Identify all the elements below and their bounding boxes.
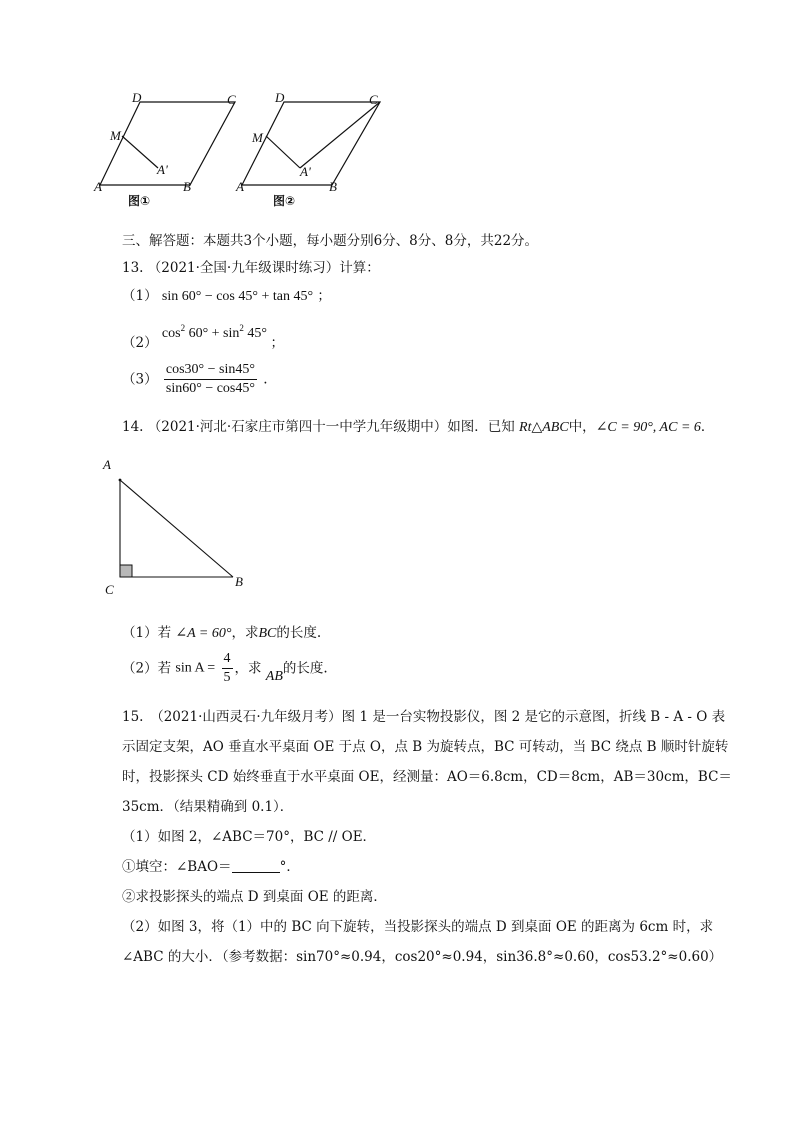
label-C: C — [105, 582, 114, 597]
q14-p2-condition: sin A = — [175, 660, 216, 676]
label-A: A — [236, 179, 244, 194]
q15-line-3: 时，投影探头 CD 始终垂直于水平桌面 OE，经测量：AO＝6.8cm，CD＝8cm，AB＝30cm，BC＝ — [122, 769, 732, 785]
q14-p2-label: （2）若 — [122, 660, 172, 677]
label-B: B — [329, 179, 337, 194]
label-D: D — [275, 90, 285, 105]
q14-p2-variable: AB — [265, 669, 283, 684]
q15-answer-blank — [232, 858, 280, 873]
q14-p1-tail: 的长度. — [276, 625, 322, 641]
q15-fill-prompt: ①填空：∠BAO＝ — [122, 859, 232, 875]
q13-p3-label: （3） — [122, 371, 158, 388]
q13-p2-expression: $\cos^2 60^\circ + \sin^2 45^\circ$ — [161, 323, 268, 341]
q14-source: （2021·河北·石家庄市第四十一中学九年级期中）如图．已知 — [147, 419, 515, 435]
label-B: B — [183, 179, 191, 194]
q15-line-4: 35cm．（结果精确到 0.1）． — [122, 799, 294, 815]
q14-p2-denominator: 5 — [223, 670, 231, 685]
q14-number: 14. — [122, 419, 144, 435]
section-3-heading: 三、解答题：本题共3个小题，每小题分别6分、8分、8分，共22分。 — [122, 233, 539, 249]
q14-p1-label: （1）若 — [122, 625, 172, 641]
q13-p3-denominator: sin60° − cos45° — [165, 381, 255, 396]
q13-p2-tail: ； — [270, 335, 285, 351]
q13-p1-expression: sin 60° − cos 45° + tan 45° — [161, 289, 314, 304]
q13-source: （2021·全国·九年级课时练习）计算： — [147, 260, 380, 276]
figure-1-caption: 图① — [128, 194, 151, 208]
label-B: B — [235, 574, 243, 589]
q15-line-5: （1）如图 2，∠ABC＝70°，BC // OE． — [122, 829, 377, 845]
q14-condition: ∠C = 90°, AC = 6 — [595, 420, 701, 435]
label-C: C — [369, 92, 378, 107]
q14-end: ． — [700, 419, 715, 435]
parallelogram-figure-2 — [232, 90, 432, 210]
label-D: D — [132, 90, 142, 105]
q15-fill-unit: °． — [279, 859, 300, 875]
q15-line-6 — [122, 857, 300, 877]
label-M: M — [252, 130, 263, 145]
q14-p2-mid: ，求 — [234, 660, 262, 677]
q14-part-2 — [122, 650, 328, 687]
label-A: A — [103, 457, 111, 472]
q14-header — [122, 417, 714, 438]
q14-p1-condition: ∠A = 60° — [175, 626, 232, 641]
q14-p1-variable: BC — [258, 626, 277, 641]
q13-number: 13. — [122, 260, 144, 276]
q14-mid: 中， — [568, 419, 596, 435]
q14-p1-mid: ，求 — [231, 625, 259, 641]
q15-line-8: （2）如图 3，将（1）中的 BC 向下旋转，当投影探头的端点 D 到桌面 OE 的距离为 6cm 时，求 — [122, 919, 714, 935]
q13-p3-tail: . — [263, 371, 268, 388]
q13-p1-tail: ； — [317, 288, 331, 304]
q14-p2-numerator: 4 — [222, 650, 233, 669]
q13-part-3 — [122, 361, 268, 398]
q13-part-2 — [122, 318, 285, 351]
q15-line-1: 15. （2021·山西灵石·九年级月考）图 1 是一台实物投影仪，图 2 是它的示意图，折线 B - A - O 表 — [122, 709, 726, 725]
figure-2-caption: 图② — [273, 194, 296, 208]
label-A: A — [94, 179, 102, 194]
q13-part-1 — [122, 286, 331, 307]
q15-line-9: ∠ABC 的大小．（参考数据：sin70°≈0.94，cos20°≈0.94，sin36.8°≈0.60，cos53.2°≈0.60） — [122, 949, 723, 965]
right-triangle-figure — [100, 455, 260, 600]
q15-line-7: ②求投影探头的端点 D 到桌面 OE 的距离． — [122, 889, 387, 905]
q14-p2-fraction — [222, 650, 233, 687]
q13-p3-fraction — [164, 361, 257, 398]
label-A-prime: A' — [300, 164, 311, 179]
label-A-prime: A' — [157, 162, 168, 177]
q13-header — [122, 258, 380, 278]
label-M: M — [110, 128, 121, 143]
q13-p1-label: （1） — [122, 288, 158, 304]
q13-p3-numerator: cos30° − sin45° — [164, 361, 257, 380]
q14-p2-tail: 的长度. — [282, 660, 328, 677]
q13-p2-label: （2） — [122, 335, 158, 351]
q14-part-1 — [122, 623, 321, 644]
q14-triangle: Rt△ABC — [519, 420, 569, 435]
q15-line-2: 示固定支架，AO 垂直水平桌面 OE 于点 O，点 B 为旋转点，BC 可转动，当 BC 绕点 B 顺时针旋转 — [122, 739, 729, 755]
label-C: C — [227, 92, 236, 107]
